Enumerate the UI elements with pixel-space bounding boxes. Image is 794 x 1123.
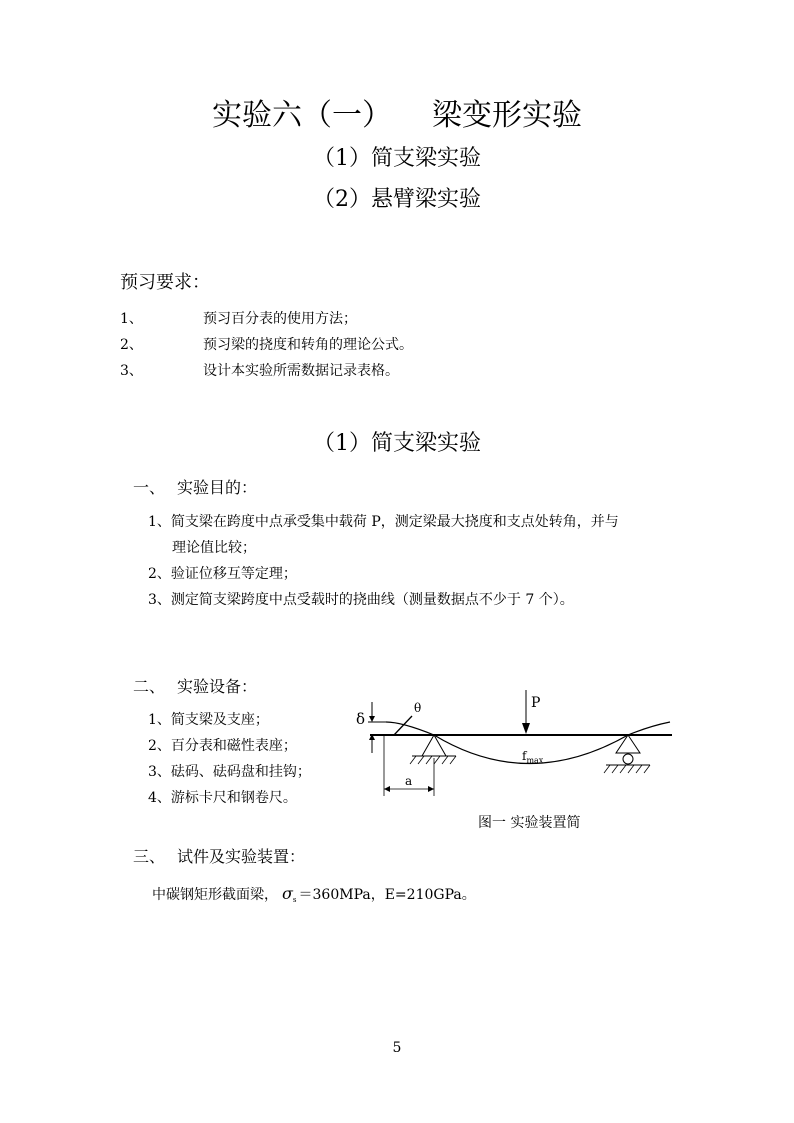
load-label: P xyxy=(531,695,541,711)
purpose-item-2: 2、验证位移互等定理； xyxy=(148,566,297,582)
load-arrowhead xyxy=(522,723,530,734)
sigma-symbol: σ xyxy=(282,884,293,903)
prereq-item-number: 1、 xyxy=(120,311,143,327)
dim-a-arrowhead-left xyxy=(384,786,390,792)
fmax-label xyxy=(522,749,544,765)
prereq-heading: 预习要求： xyxy=(120,272,210,293)
prereq-item-text: 预习梁的挠度和转角的理论公式。 xyxy=(203,337,413,353)
fmax-subscript: max xyxy=(526,756,544,765)
purpose-item-3: 3、测定简支梁跨度中点受载时的挠曲线（测量数据点不少于 7 个）。 xyxy=(148,592,574,608)
dim-a-arrowhead-right xyxy=(428,786,434,792)
roller-wheel xyxy=(623,754,633,764)
right-roller-support xyxy=(616,735,640,753)
title-part1: 实验六（一） xyxy=(212,98,392,133)
equipment-item-2: 2、百分表和磁性表座； xyxy=(148,738,297,754)
rotation-tangent-line xyxy=(394,716,412,735)
figure-caption: 图一 实验装置简 xyxy=(478,815,581,831)
delta-label: δ xyxy=(356,710,366,728)
specimen-heading-text: 试件及实验装置： xyxy=(177,847,306,866)
purpose-item-1: 1、简支梁在跨度中点承受集中载荷 P，测定梁最大挠度和支点处转角，并与 xyxy=(148,514,619,530)
equipment-item-1: 1、简支梁及支座； xyxy=(148,712,269,728)
equipment-item-4: 4、游标卡尺和钢卷尺。 xyxy=(148,790,297,806)
delta-arrowhead-top xyxy=(369,716,375,722)
equipment-item-3: 3、砝码、砝码盘和挂钩； xyxy=(148,764,311,780)
prereq-item-number: 2、 xyxy=(120,337,143,353)
specimen-description xyxy=(152,884,476,910)
prereq-item-text: 设计本实验所需数据记录表格。 xyxy=(203,363,399,379)
left-pin-support xyxy=(422,735,446,756)
specimen-heading xyxy=(133,846,305,868)
beam-setup-figure xyxy=(350,688,680,808)
equipment-heading-text: 实验设备： xyxy=(177,677,258,696)
dim-a-label: a xyxy=(405,774,413,788)
prereq-item-number: 3、 xyxy=(120,363,143,379)
page-title xyxy=(0,96,794,136)
fmax-symbol: f xyxy=(522,749,527,763)
purpose-number: 一、 xyxy=(133,478,166,497)
subtitle-1: （1）简支梁实验 xyxy=(313,146,481,171)
specimen-text-suffix: ＝360MPa，E=210GPa。 xyxy=(298,887,476,903)
specimen-number: 三、 xyxy=(133,847,166,866)
subtitle-2: （2）悬臂梁实验 xyxy=(313,187,481,212)
purpose-heading xyxy=(133,477,257,499)
specimen-text-prefix: 中碳钢矩形截面梁， xyxy=(152,887,278,903)
left-support-hatching xyxy=(410,756,456,764)
equipment-heading xyxy=(133,676,257,698)
equipment-number: 二、 xyxy=(133,677,166,696)
page-number: 5 xyxy=(392,1040,402,1056)
theta-label: θ xyxy=(414,701,422,715)
sigma-subscript: s xyxy=(292,896,297,904)
section-title: （1）简支梁实验 xyxy=(313,431,481,456)
right-support-hatching xyxy=(604,765,650,773)
title-part2: 梁变形实验 xyxy=(432,98,582,133)
purpose-heading-text: 实验目的： xyxy=(177,478,258,497)
purpose-item-1-cont: 理论值比较； xyxy=(172,540,256,556)
prereq-item-text: 预习百分表的使用方法； xyxy=(203,311,357,327)
